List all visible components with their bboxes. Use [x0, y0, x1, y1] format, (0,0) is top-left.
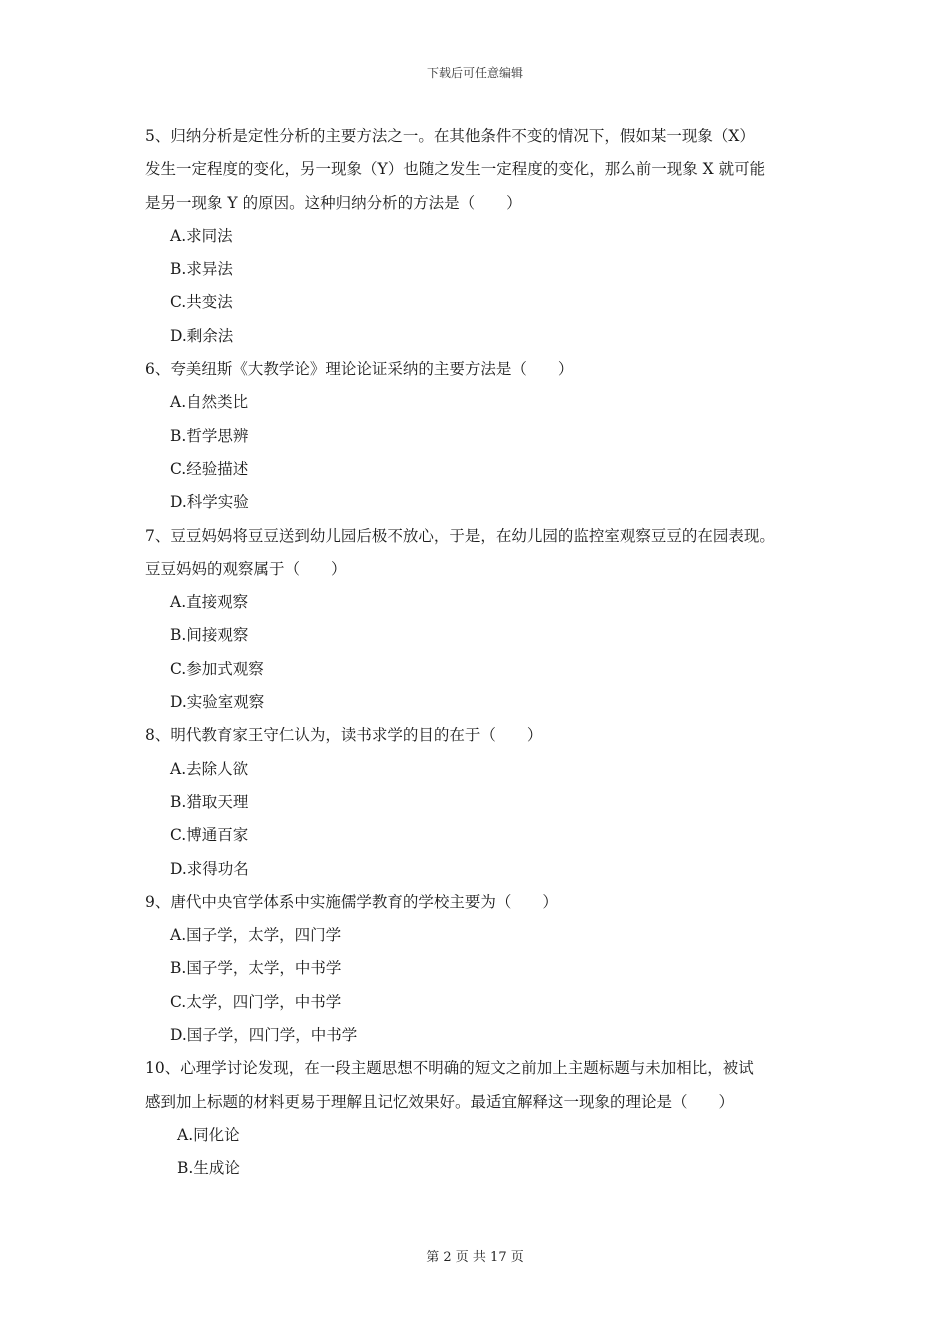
question-5-stem-line-1: 5、归纳分析是定性分析的主要方法之一。在其他条件不变的情况下，假如某一现象（X）	[145, 127, 755, 145]
question-6-option-a: A.自然类比	[170, 393, 249, 412]
question-9-option-d: D.国子学，四门学，中书学	[170, 1026, 358, 1045]
question-6	[145, 353, 815, 519]
question-10-stem-line-2: 感到加上标题的材料更易于理解且记忆效果好。最适宜解释这一现象的理论是（ ）	[145, 1092, 735, 1111]
question-5-option-a: A.求同法	[170, 226, 233, 245]
question-7-option-c: C.参加式观察	[170, 659, 264, 678]
page-number: 第 2 页 共 17 页	[426, 1250, 524, 1265]
question-5-option-c: C.共变法	[170, 293, 233, 312]
question-list	[145, 120, 815, 1186]
question-7-option-a: A.直接观察	[170, 593, 249, 612]
question-6-option-d: D.科学实验	[170, 493, 249, 512]
question-8-option-d: D.求得功名	[170, 859, 249, 878]
question-7-stem-line-2: 豆豆妈妈的观察属于（ ）	[145, 559, 347, 578]
question-7-option-d: D.实验室观察	[170, 693, 265, 712]
question-5	[145, 120, 815, 353]
question-8-option-a: A.去除人欲	[170, 759, 249, 778]
question-5-stem-line-2: 发生一定程度的变化，另一现象（Y）也随之发生一定程度的变化，那么前一现象 X 就可能	[145, 160, 766, 179]
question-5-option-b: B.求异法	[170, 260, 233, 279]
question-7	[145, 520, 815, 720]
question-8-option-c: C.博通百家	[170, 826, 249, 845]
question-8	[145, 719, 815, 885]
question-5-stem-line-3: 是另一现象 Y 的原因。这种归纳分析的方法是（ ）	[145, 193, 522, 212]
page-header: 下载后可任意编辑	[426, 66, 523, 80]
question-9-option-b: B.国子学，太学，中书学	[170, 959, 342, 978]
question-7-option-b: B.间接观察	[170, 626, 249, 645]
question-8-option-b: B.猎取天理	[170, 792, 249, 811]
question-6-stem-line-1: 6、夸美纽斯《大教学论》理论论证采纳的主要方法是（ ）	[145, 360, 574, 379]
question-9-option-c: C.太学，四门学，中书学	[170, 992, 342, 1011]
question-9-stem-line-1: 9、唐代中央官学体系中实施儒学教育的学校主要为（ ）	[145, 892, 558, 911]
question-10-option-a: A.同化论	[177, 1125, 240, 1144]
question-10	[145, 1052, 815, 1185]
question-9-option-a: A.国子学，太学，四门学	[170, 926, 342, 945]
question-9	[145, 886, 815, 1052]
question-5-option-d: D.剩余法	[170, 326, 234, 345]
question-6-option-b: B.哲学思辨	[170, 426, 249, 445]
question-10-stem-line-1: 10、心理学讨论发现，在一段主题思想不明确的短文之前加上主题标题与未加相比，被试	[145, 1059, 754, 1078]
question-10-option-b: B.生成论	[177, 1159, 240, 1178]
question-8-stem-line-1: 8、明代教育家王守仁认为，读书求学的目的在于（ ）	[145, 726, 543, 745]
question-6-option-c: C.经验描述	[170, 459, 249, 478]
question-7-stem-line-1: 7、豆豆妈妈将豆豆送到幼儿园后极不放心，于是，在幼儿园的监控室观察豆豆的在园表现。	[145, 526, 775, 545]
